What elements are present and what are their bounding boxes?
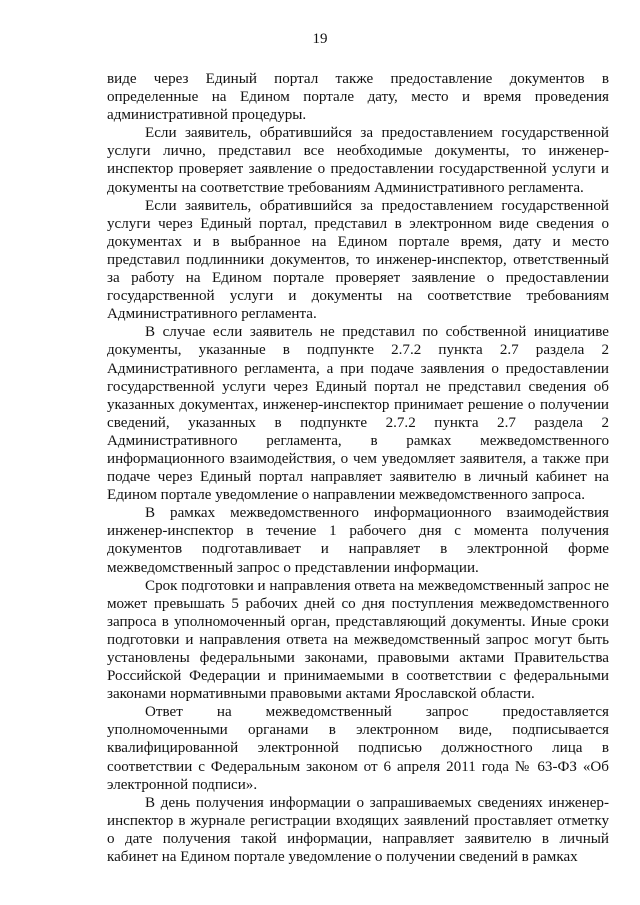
page-number: 19 [312,31,328,47]
paragraph-interagency-request: В рамках межведомственного информационного взаимодействия инженер-инспектор в течение 1 рабочего дня с момента получения документов подготавливает и направляет в электронной форме межведомственный запрос о представлении информации. [107,505,609,576]
document-body [107,70,609,866]
paragraph-continuation: виде через Единый портал также предоставление документов в определенные на Едином портале дату, место и время проведения административной процедуры. [107,71,609,124]
paragraph-electronic-signature: Ответ на межведомственный запрос предоставляется уполномоченными органами в электронном виде, подписывается квалифицированной электронной подписью должностного лица в соответствии с Федеральным законом от 6 апреля 2011 года № 63-ФЗ «Об электронной подписи». [107,704,609,793]
paragraph-portal-application: Если заявитель, обратившийся за предоставлением государственной услуги через Единый портал, представил в электронном виде сведения о документах и в выбранное на Едином портале время, дату и место представил подлинники документов, то инженер-инспектор, ответственный за работу на Едином портале проверяет заявление о предоставлении государственной услуги и документы на соответствие требованиям Административного регламента. [107,197,609,323]
paragraph-receipt-notification: В день получения информации о запрашиваемых сведениях инженер-инспектор в журнале регистрации входящих заявлений проставляет отметку о дате получения такой информации, направляет заявителю в личный кабинет на Едином портале уведомление о получении сведений в рамках [107,794,609,866]
paragraph-response-deadline: Срок подготовки и направления ответа на межведомственный запрос не может превышать 5 рабочих дней со дня поступления межведомственного запроса в уполномоченный орган, представляющий документы. Иные сроки подготовки и направления ответа на межведомственный запрос могут быть установлены федеральными законами, правовыми актами Правительства Российской Федерации и принимаемыми в соответствии с федеральными законами нормативными правовыми актами Ярославской области. [107,577,609,703]
paragraph-missing-documents: В случае если заявитель не представил по собственной инициативе документы, указанные в подпункте 2.7.2 пункта 2.7 раздела 2 Административного регламента, а при подаче заявления о предоставлении государственной услуги через Единый портал не представил сведения об указанных документах, инженер-инспектор принимает решение о получении сведений, указанных в подпункте 2.7.2 пункта 2.7 раздела 2 Административного регламента, в рамках межведомственного информационного взаимодействия, о чем уведомляет заявителя, а также при подаче через Единый портал направляет заявителю в личный кабинет на Едином портале уведомление о направлении межведомственного запроса. [107,324,609,504]
paragraph-personal-application: Если заявитель, обратившийся за предоставлением государственной услуги лично, представил все необходимые документы, то инженер-инспектор проверяет заявление о предоставлении государственной услуги и документы на соответствие требованиям Административного регламента. [107,125,609,196]
